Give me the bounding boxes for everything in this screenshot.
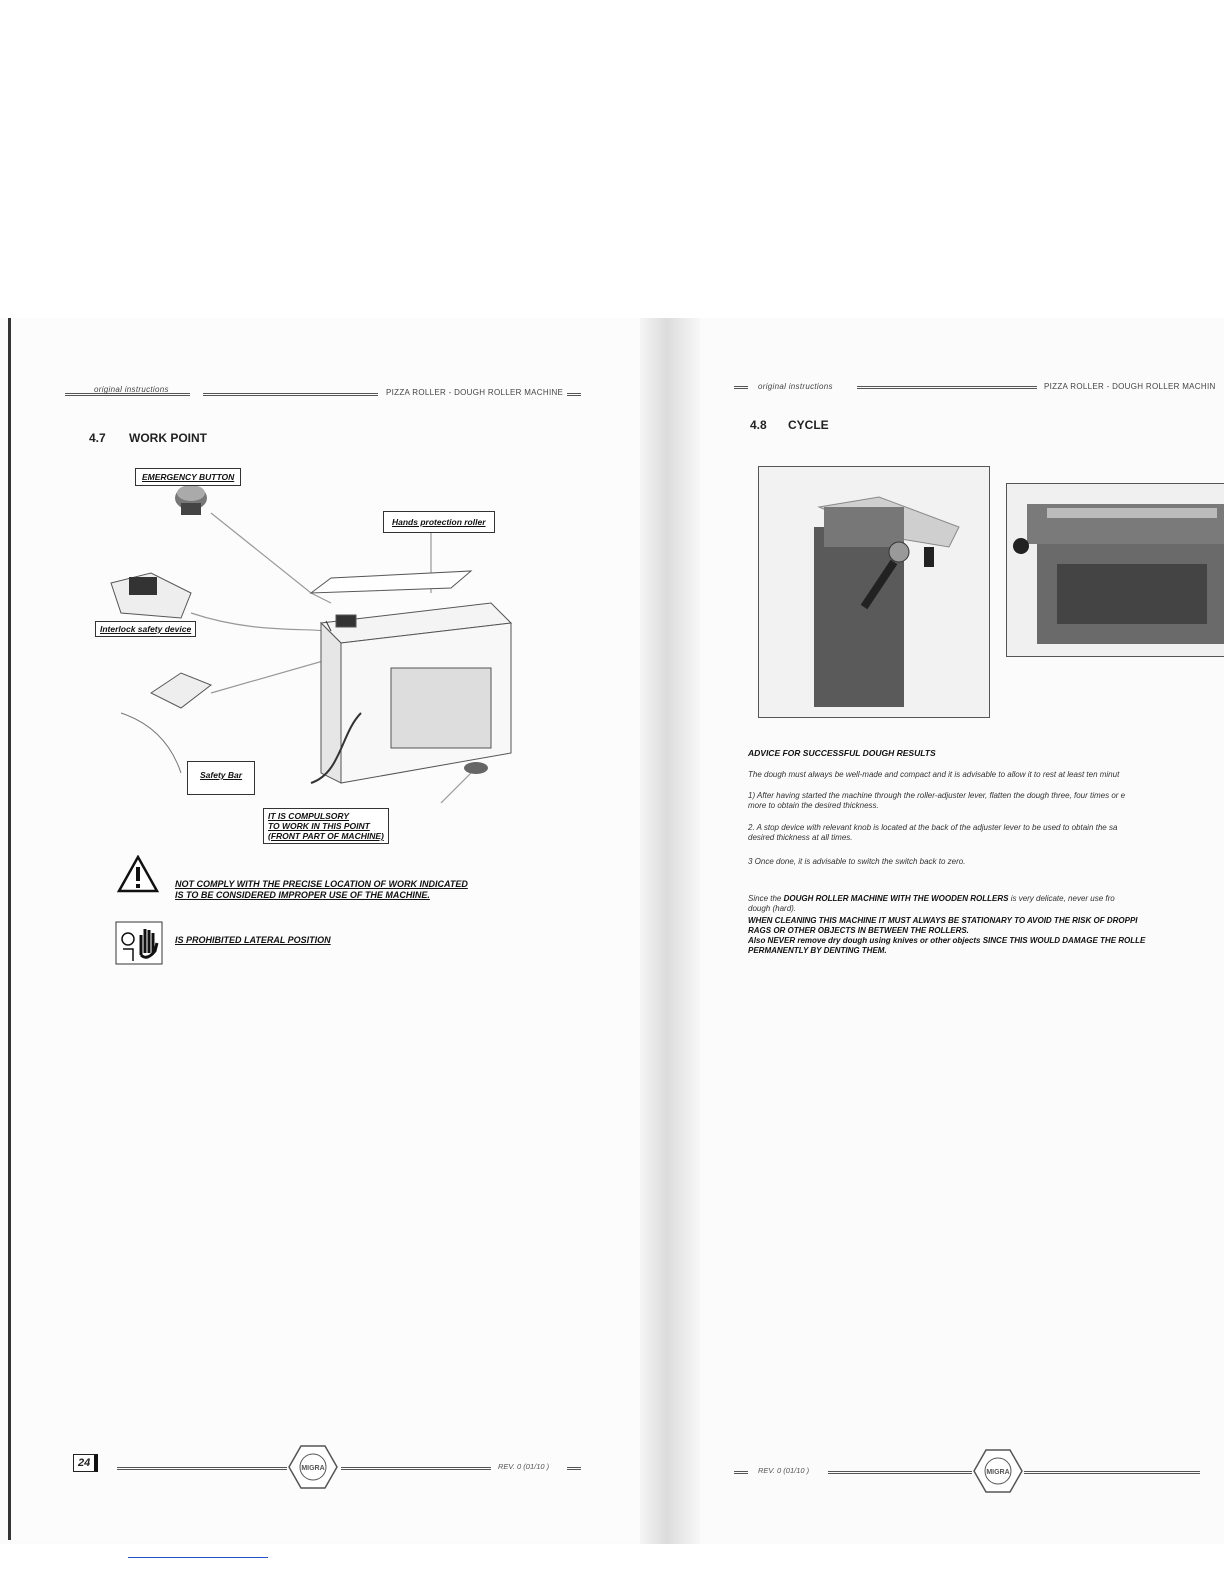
machine-illustration xyxy=(311,571,511,783)
interlock-device-icon xyxy=(111,573,191,618)
emergency-button-icon xyxy=(175,485,207,515)
callout-hands-protection: Hands protection roller xyxy=(383,511,495,533)
warning-line-2: IS TO BE CONSIDERED IMPROPER USE OF THE MACHINE. xyxy=(175,890,430,900)
callout-emergency-button: EMERGENCY BUTTON xyxy=(135,468,241,486)
footer-rule xyxy=(117,1467,287,1470)
left-page xyxy=(8,318,651,1540)
advice-paragraph-1: The dough must always be well-made and compact and it is advisable to allow it to rest at least ten minut xyxy=(748,770,1120,779)
footer-rule xyxy=(1024,1471,1200,1474)
header-right: PIZZA ROLLER - DOUGH ROLLER MACHIN xyxy=(1044,382,1216,391)
logo-text: MIGRA xyxy=(986,1469,1010,1476)
section-number: 4.7 xyxy=(89,431,106,445)
header-rule xyxy=(857,386,1037,389)
warning-line-1: NOT COMPLY WITH THE PRECISE LOCATION OF WORK INDICATED xyxy=(175,879,468,889)
advice-p3-line-2: desired thickness at all times. xyxy=(748,833,853,842)
book-gutter xyxy=(640,318,700,1544)
callout-safety-bar: Safety Bar xyxy=(187,761,255,795)
callout-interlock-device: Interlock safety device xyxy=(95,621,196,637)
advice-p7-line-2: PERMANENTLY BY DENTING THEM. xyxy=(748,946,887,955)
section-title: WORK POINT xyxy=(129,431,207,445)
advice-paragraph-2 xyxy=(748,791,1125,811)
footer-revision: REV. 0 (01/10 ) xyxy=(758,1466,810,1475)
scanned-spread xyxy=(0,318,1224,1544)
section-number: 4.8 xyxy=(750,418,767,432)
compulsory-line-3: (FRONT PART OF MACHINE) xyxy=(268,831,384,841)
advice-p5-line-2: dough (hard). xyxy=(748,904,797,913)
footer-rule xyxy=(567,1467,581,1470)
advice-paragraph-3 xyxy=(748,823,1117,843)
section-title: CYCLE xyxy=(788,418,829,432)
header-rule xyxy=(203,393,378,396)
footer-rule xyxy=(341,1467,491,1470)
advice-p5-line-1 xyxy=(748,894,1115,904)
advice-paragraph-5 xyxy=(748,894,1115,914)
machine-photo-front xyxy=(1006,483,1224,657)
work-point-diagram xyxy=(71,453,581,853)
logo-text: MIGRA xyxy=(301,1465,325,1472)
footer-revision: REV. 0 (01/10 ) xyxy=(498,1462,550,1471)
warning-triangle-icon xyxy=(117,855,159,893)
compulsory-line-2: TO WORK IN THIS POINT xyxy=(268,821,370,831)
header-rule xyxy=(734,386,748,389)
advice-paragraph-7 xyxy=(748,936,1145,956)
advice-p2-line-1: 1) After having started the machine through the roller-adjuster lever, flatten the dough three, four times or e xyxy=(748,791,1126,800)
prohibited-hand-icon xyxy=(115,921,163,965)
work-point-mark-icon xyxy=(464,762,488,774)
compulsory-line-1: IT IS COMPULSORY xyxy=(268,811,350,821)
bottom-link-rule xyxy=(128,1557,268,1558)
warning-lateral-position: IS PROHIBITED LATERAL POSITION xyxy=(175,935,331,945)
page-number: 24 xyxy=(73,1454,98,1472)
advice-p6-line-2: RAGS OR OTHER OBJECTS IN BETWEEN THE ROLLERS. xyxy=(748,926,969,935)
footer-rule xyxy=(828,1471,972,1474)
advice-p5-pre: Since the xyxy=(748,894,784,903)
advice-p2-line-2: more to obtain the desired thickness. xyxy=(748,801,879,810)
advice-p5-post: is very delicate, never use fro xyxy=(1008,894,1115,903)
migra-logo-icon xyxy=(287,1444,339,1490)
warning-improper-use xyxy=(175,879,468,901)
safety-bar-icon xyxy=(121,673,211,773)
header-left: original instructions xyxy=(758,382,833,391)
callout-compulsory-point xyxy=(263,808,389,844)
advice-p3-line-1: 2. A stop device with relevant knob is located at the back of the adjuster lever to be used to obtain the sa xyxy=(748,823,1118,832)
advice-p7-line-1: Also NEVER remove dry dough using knives or other objects SINCE THIS WOULD DAMAGE THE ROLLE xyxy=(748,936,1146,945)
advice-title: ADVICE FOR SUCCESSFUL DOUGH RESULTS xyxy=(748,748,936,758)
advice-paragraph-6 xyxy=(748,916,1138,936)
migra-logo-icon xyxy=(972,1448,1024,1494)
footer-rule xyxy=(734,1471,748,1474)
advice-p6-line-1: WHEN CLEANING THIS MACHINE IT MUST ALWAYS BE STATIONARY TO AVOID THE RISK OF DROPPI xyxy=(748,916,1138,925)
machine-photo-side xyxy=(758,466,990,718)
header-right: PIZZA ROLLER - DOUGH ROLLER MACHINE xyxy=(386,388,564,397)
advice-p5-bold: DOUGH ROLLER MACHINE WITH THE WOODEN ROLLERS xyxy=(783,894,1009,903)
header-left: original instructions xyxy=(94,385,169,394)
advice-paragraph-4: 3 Once done, it is advisable to switch the switch back to zero. xyxy=(748,857,966,866)
header-rule xyxy=(567,393,581,396)
right-page xyxy=(700,318,1224,1544)
